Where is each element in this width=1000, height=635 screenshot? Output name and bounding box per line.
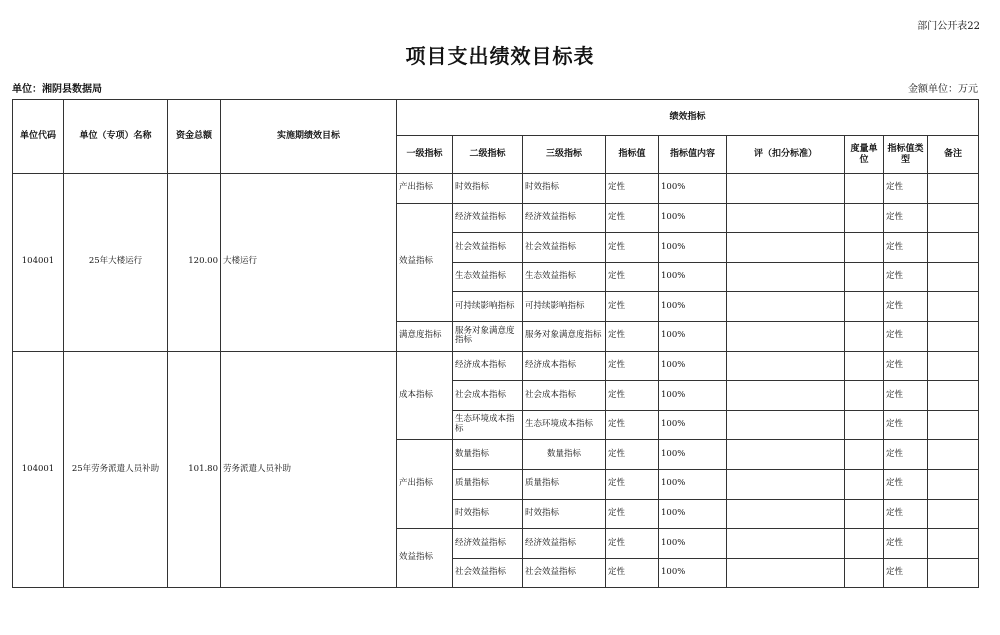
header-measure: 度量单位 <box>845 136 884 174</box>
header-code: 单位代码 <box>13 100 64 174</box>
remark <box>928 351 979 381</box>
remark <box>928 233 979 263</box>
measure-unit <box>845 321 884 351</box>
level1-indicator: 产出指标 <box>397 174 453 204</box>
indicator-content: 100% <box>659 233 727 263</box>
indicator-content: 100% <box>659 381 727 411</box>
level2-indicator: 服务对象满意度指标 <box>453 321 523 351</box>
level1-indicator: 效益指标 <box>397 203 453 321</box>
header-amount: 资金总额 <box>168 100 221 174</box>
header-goal: 实施期绩效目标 <box>221 100 397 174</box>
value-type: 定性 <box>884 351 928 381</box>
indicator-content: 100% <box>659 558 727 588</box>
value-type: 定性 <box>884 558 928 588</box>
indicator-content: 100% <box>659 174 727 204</box>
project-name: 25年大楼运行 <box>64 174 168 352</box>
level2-indicator: 数量指标 <box>453 440 523 470</box>
level2-indicator: 社会效益指标 <box>453 233 523 263</box>
level3-indicator: 经济成本指标 <box>523 351 606 381</box>
indicator-content: 100% <box>659 499 727 529</box>
header-vtype: 指标值类型 <box>884 136 928 174</box>
header-value: 指标值 <box>606 136 659 174</box>
project-code: 104001 <box>13 174 64 352</box>
indicator-content: 100% <box>659 469 727 499</box>
value-type: 定性 <box>884 292 928 322</box>
value-type: 定性 <box>884 440 928 470</box>
indicator-content: 100% <box>659 262 727 292</box>
level3-indicator: 时效指标 <box>523 499 606 529</box>
level2-indicator: 社会成本指标 <box>453 381 523 411</box>
remark <box>928 292 979 322</box>
header-performance: 绩效指标 <box>397 100 979 136</box>
level3-indicator: 数量指标 <box>523 440 606 470</box>
project-goal: 劳务派遣人员补助 <box>221 351 397 588</box>
indicator-value: 定性 <box>606 499 659 529</box>
header-score: 评（扣分标准） <box>727 136 845 174</box>
remark <box>928 321 979 351</box>
value-type: 定性 <box>884 410 928 440</box>
indicator-value: 定性 <box>606 351 659 381</box>
indicator-content: 100% <box>659 440 727 470</box>
value-type: 定性 <box>884 321 928 351</box>
value-type: 定性 <box>884 499 928 529</box>
indicator-content: 100% <box>659 292 727 322</box>
indicator-content: 100% <box>659 529 727 559</box>
level2-indicator: 经济效益指标 <box>453 529 523 559</box>
measure-unit <box>845 529 884 559</box>
indicator-content: 100% <box>659 410 727 440</box>
indicator-value: 定性 <box>606 203 659 233</box>
level1-indicator: 成本指标 <box>397 351 453 440</box>
indicator-value: 定性 <box>606 469 659 499</box>
score-standard <box>727 469 845 499</box>
value-type: 定性 <box>884 233 928 263</box>
measure-unit <box>845 292 884 322</box>
level2-indicator: 质量指标 <box>453 469 523 499</box>
level2-indicator: 社会效益指标 <box>453 558 523 588</box>
measure-unit <box>845 203 884 233</box>
remark <box>928 174 979 204</box>
project-amount: 120.00 <box>168 174 221 352</box>
score-standard <box>727 558 845 588</box>
remark <box>928 381 979 411</box>
indicator-value: 定性 <box>606 321 659 351</box>
indicator-value: 定性 <box>606 233 659 263</box>
amount-unit-label: 金额单位：万元 <box>908 84 978 95</box>
remark <box>928 558 979 588</box>
header-content: 指标值内容 <box>659 136 727 174</box>
indicator-value: 定性 <box>606 381 659 411</box>
level2-indicator: 时效指标 <box>453 499 523 529</box>
header-level3: 三级指标 <box>523 136 606 174</box>
table-row <box>13 174 979 204</box>
level3-indicator: 生态效益指标 <box>523 262 606 292</box>
indicator-value: 定性 <box>606 529 659 559</box>
remark <box>928 262 979 292</box>
level3-indicator: 生态环境成本指标 <box>523 410 606 440</box>
level3-indicator: 经济效益指标 <box>523 529 606 559</box>
header-name: 单位（专项）名称 <box>64 100 168 174</box>
unit-label: 单位：湘阴县数据局 <box>12 84 102 95</box>
measure-unit <box>845 558 884 588</box>
level3-indicator: 社会效益指标 <box>523 233 606 263</box>
performance-table <box>12 99 979 588</box>
indicator-value: 定性 <box>606 262 659 292</box>
project-goal: 大楼运行 <box>221 174 397 352</box>
level2-indicator: 时效指标 <box>453 174 523 204</box>
level2-indicator: 经济效益指标 <box>453 203 523 233</box>
score-standard <box>727 233 845 263</box>
measure-unit <box>845 262 884 292</box>
remark <box>928 440 979 470</box>
measure-unit <box>845 469 884 499</box>
level2-indicator: 经济成本指标 <box>453 351 523 381</box>
level1-indicator: 效益指标 <box>397 529 453 588</box>
level3-indicator: 质量指标 <box>523 469 606 499</box>
level3-indicator: 服务对象满意度指标 <box>523 321 606 351</box>
indicator-content: 100% <box>659 351 727 381</box>
score-standard <box>727 529 845 559</box>
indicator-value: 定性 <box>606 174 659 204</box>
remark <box>928 499 979 529</box>
level3-indicator: 时效指标 <box>523 174 606 204</box>
indicator-value: 定性 <box>606 440 659 470</box>
value-type: 定性 <box>884 262 928 292</box>
measure-unit <box>845 410 884 440</box>
measure-unit <box>845 499 884 529</box>
indicator-value: 定性 <box>606 292 659 322</box>
level2-indicator: 生态环境成本指标 <box>453 410 523 440</box>
value-type: 定性 <box>884 381 928 411</box>
level3-indicator: 经济效益指标 <box>523 203 606 233</box>
indicator-value: 定性 <box>606 410 659 440</box>
value-type: 定性 <box>884 174 928 204</box>
level2-indicator: 可持续影响指标 <box>453 292 523 322</box>
measure-unit <box>845 174 884 204</box>
score-standard <box>727 203 845 233</box>
score-standard <box>727 321 845 351</box>
header-level2: 二级指标 <box>453 136 523 174</box>
measure-unit <box>845 351 884 381</box>
level2-indicator: 生态效益指标 <box>453 262 523 292</box>
measure-unit <box>845 440 884 470</box>
remark <box>928 529 979 559</box>
indicator-content: 100% <box>659 203 727 233</box>
level3-indicator: 社会效益指标 <box>523 558 606 588</box>
level3-indicator: 可持续影响指标 <box>523 292 606 322</box>
level1-indicator: 满意度指标 <box>397 321 453 351</box>
remark <box>928 203 979 233</box>
value-type: 定性 <box>884 469 928 499</box>
score-standard <box>727 381 845 411</box>
project-code: 104001 <box>13 351 64 588</box>
header-remark: 备注 <box>928 136 979 174</box>
score-standard <box>727 440 845 470</box>
indicator-value: 定性 <box>606 558 659 588</box>
measure-unit <box>845 381 884 411</box>
page-title: 项目支出绩效目标表 <box>405 44 595 68</box>
project-amount: 101.80 <box>168 351 221 588</box>
value-type: 定性 <box>884 529 928 559</box>
table-body <box>13 174 979 588</box>
value-type: 定性 <box>884 203 928 233</box>
measure-unit <box>845 233 884 263</box>
score-standard <box>727 410 845 440</box>
level1-indicator: 产出指标 <box>397 440 453 529</box>
indicator-content: 100% <box>659 321 727 351</box>
score-standard <box>727 499 845 529</box>
table-row <box>13 351 979 381</box>
header-level1: 一级指标 <box>397 136 453 174</box>
remark <box>928 410 979 440</box>
remark <box>928 469 979 499</box>
score-standard <box>727 292 845 322</box>
score-standard <box>727 174 845 204</box>
project-name: 25年劳务派遣人员补助 <box>64 351 168 588</box>
form-number: 部门公开表22 <box>917 21 980 32</box>
score-standard <box>727 351 845 381</box>
level3-indicator: 社会成本指标 <box>523 381 606 411</box>
score-standard <box>727 262 845 292</box>
